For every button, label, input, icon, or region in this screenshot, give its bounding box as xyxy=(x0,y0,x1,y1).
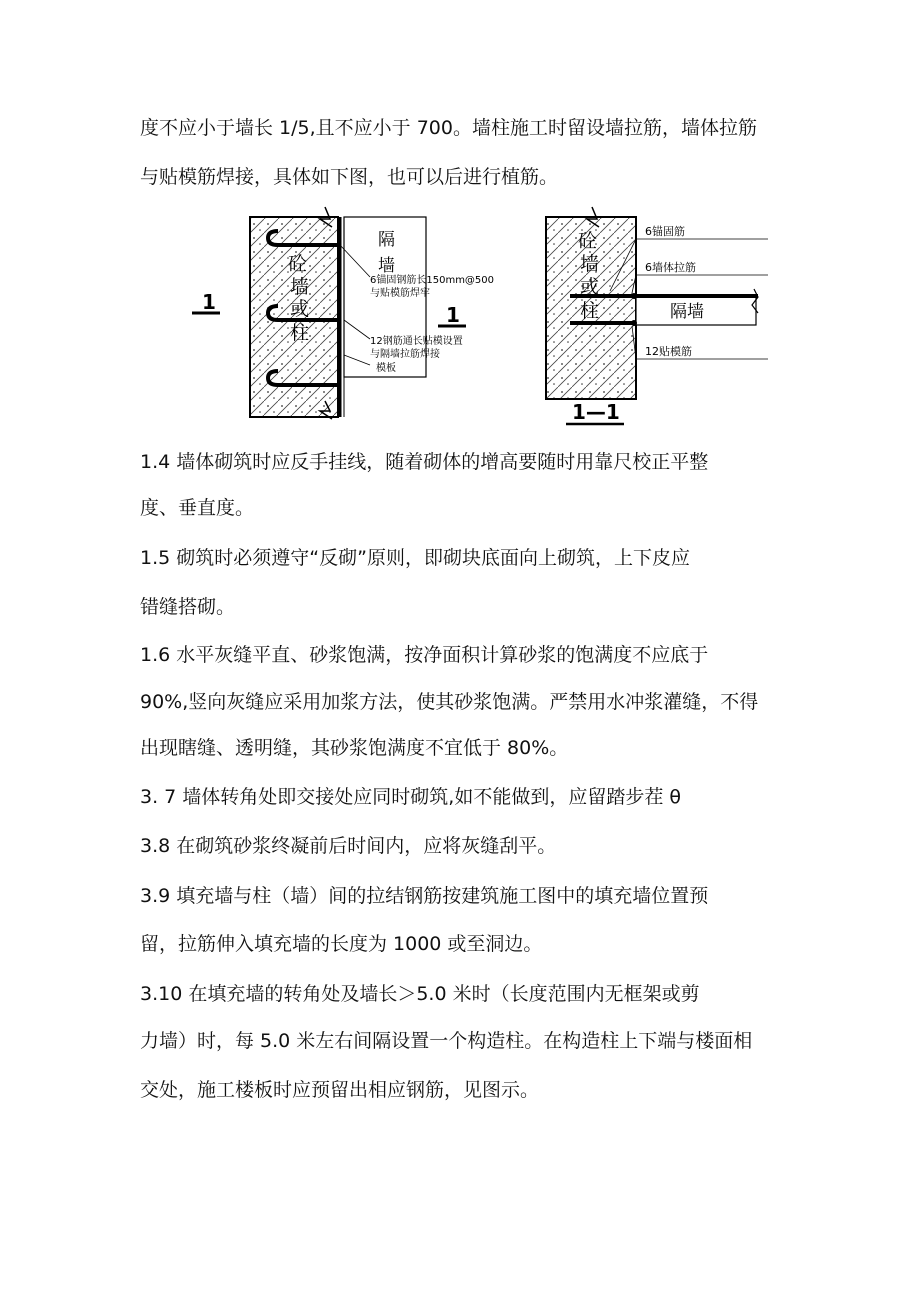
partition-char-1: 隔 xyxy=(378,230,395,250)
left-note-1-line1: 6锚固钢筋长150mm@500 xyxy=(370,275,495,286)
para-1-5-line2: 错缝搭砌。 xyxy=(140,596,236,618)
left-note-1-line2: 与贴模筋焊牢 xyxy=(370,288,430,299)
right-column-char-4: 柱 xyxy=(580,300,600,322)
para-3-10-line3: 交处，施工楼板时应预留出相应钢筋，见图示。 xyxy=(140,1079,540,1101)
para-1-6-line1: 1.6 水平灰缝平直、砂浆饱满，按净面积计算砂浆的饱满度不应底于 xyxy=(140,644,709,666)
para-3-7-line1: 3. 7 墙体转角处即交接处应同时砌筑,如不能做到，应留踏步茬 θ xyxy=(140,786,682,808)
left-note-3: 模板 xyxy=(376,363,396,374)
para-3-8-line1: 3.8 在砌筑砂浆终凝前后时间内，应将灰缝刮平。 xyxy=(140,835,557,857)
partition-char-2: 墙 xyxy=(378,256,395,276)
para-intro-line1: 度不应小于墙长 1/5,且不应小于 700。墙柱施工时留设墙拉筋，墙体拉筋 xyxy=(140,117,757,139)
para-3-10-line2: 力墙）时，每 5.0 米左右间隔设置一个构造柱。在构造柱上下端与楼面相 xyxy=(140,1030,753,1052)
right-note-3: 12贴模筋 xyxy=(645,345,692,358)
section-mark-right: 1 xyxy=(446,303,460,327)
right-detail xyxy=(546,207,768,424)
para-1-4-line2: 度、垂直度。 xyxy=(140,497,255,519)
para-1-5-line1: 1.5 砌筑时必须遵守“反砌”原则，即砌块底面向上砌筑，上下皮应 xyxy=(140,547,690,569)
column-char-1: 砼 xyxy=(288,253,308,275)
para-3-9-line1: 3.9 填充墙与柱（墙）间的拉结钢筋按建筑施工图中的填充墙位置预 xyxy=(140,885,709,907)
para-1-6-line2: 90%,竖向灰缝应采用加浆方法，使其砂浆饱满。严禁用水冲浆灌缝，不得 xyxy=(140,691,759,713)
left-note-2-line1: 12钢筋通长贴模设置 xyxy=(370,336,463,347)
para-1-4-line1: 1.4 墙体砌筑时应反手挂线，随着砌体的增高要随时用靠尺校正平整 xyxy=(140,451,709,473)
para-intro-line2: 与贴模筋焊接，具体如下图，也可以后进行植筋。 xyxy=(140,166,559,188)
section-title: 1—1 xyxy=(572,400,620,424)
left-detail xyxy=(192,207,494,419)
right-note-2: 6墙体拉筋 xyxy=(645,261,696,274)
right-column-char-2: 墙 xyxy=(580,253,600,275)
embedded-bar-dot-1 xyxy=(631,293,637,299)
embedded-bar-dot-2 xyxy=(631,320,637,326)
section-mark-left: 1 xyxy=(202,290,216,314)
column-char-3: 或 xyxy=(290,298,310,320)
left-note-2-line2: 与隔墙拉筋焊接 xyxy=(370,349,440,360)
right-partition-label: 隔墙 xyxy=(670,302,704,322)
para-3-10-line1: 3.10 在填充墙的转角处及墙长＞5.0 米时（长度范围内无框架或剪 xyxy=(140,983,700,1005)
wall-tie-detail-figure xyxy=(180,205,780,427)
column-char-2: 墙 xyxy=(290,276,310,298)
para-1-6-line3: 出现瞎缝、透明缝，其砂浆饱满度不宜低于 80%。 xyxy=(140,737,569,759)
right-note-1: 6锚固筋 xyxy=(645,225,685,238)
para-3-9-line2: 留，拉筋伸入填充墙的长度为 1000 或至洞边。 xyxy=(140,933,543,955)
right-column-char-3: 或 xyxy=(580,276,600,298)
column-char-4: 柱 xyxy=(290,322,310,344)
right-column-char-1: 砼 xyxy=(578,230,598,252)
